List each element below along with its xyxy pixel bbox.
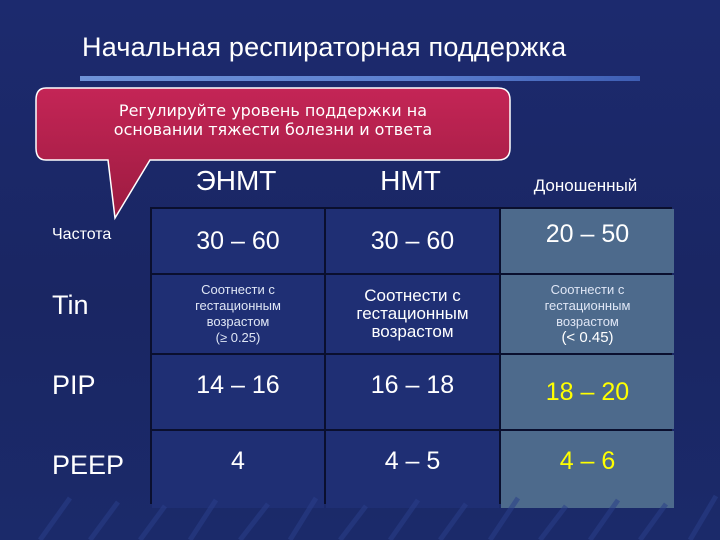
table-cell: [501, 209, 674, 273]
cell-text-line: гестационным: [356, 304, 469, 323]
table-cell: [152, 275, 324, 353]
row-label-pip: PIP: [52, 370, 96, 400]
column-header-nmt: НМТ: [380, 165, 441, 196]
cell-text-line: (≥ 0.25): [215, 330, 261, 345]
table-cell: [326, 209, 499, 273]
cell-value: 16 – 18: [370, 370, 455, 399]
cell-value: 18 – 20: [545, 377, 630, 406]
callout-text: [38, 101, 508, 139]
table-cell: [152, 209, 324, 273]
cell-text-line: гестационным: [544, 298, 631, 313]
table-cell: [326, 355, 499, 429]
cell-value: 30 – 60: [370, 226, 455, 255]
table-cell: [326, 275, 499, 353]
row-label-peep: PEEP: [52, 450, 125, 480]
table-cell: [501, 275, 674, 353]
column-header-enmt: ЭНМТ: [195, 165, 277, 196]
cell-text-line: Соотнести с: [550, 282, 625, 297]
cell-value: 20 – 50: [545, 219, 630, 248]
callout-line: Регулируйте уровень поддержки на: [118, 101, 428, 120]
cell-text-line: возрастом: [556, 314, 619, 329]
cell-value: 14 – 16: [196, 370, 280, 399]
cell-text-line: возрастом: [371, 322, 454, 341]
cell-text-line: возрастом: [206, 314, 270, 329]
cell-value: 4: [231, 447, 245, 475]
callout-line: основании тяжести болезни и ответа: [113, 120, 433, 139]
cell-value: 4 – 5: [384, 447, 441, 475]
settings-table: [150, 207, 672, 504]
cell-text-line: (< 0.45): [561, 329, 614, 346]
row-label-tin: Tin: [52, 290, 89, 320]
table-cell: [501, 355, 674, 429]
cell-value: 30 – 60: [196, 226, 280, 255]
cell-text-line: гестационным: [195, 298, 281, 313]
cell-text-line: Соотнести с: [201, 282, 275, 297]
decorative-hatch-strip: [0, 492, 720, 540]
cell-value: 4 – 6: [559, 447, 616, 475]
row-label-rate: Частота: [52, 226, 112, 243]
cell-text-line: Соотнести с: [364, 286, 461, 305]
table-cell: [152, 355, 324, 429]
slide-title: Начальная респираторная поддержка: [82, 32, 567, 62]
column-header-term: Доношенный: [533, 176, 638, 195]
